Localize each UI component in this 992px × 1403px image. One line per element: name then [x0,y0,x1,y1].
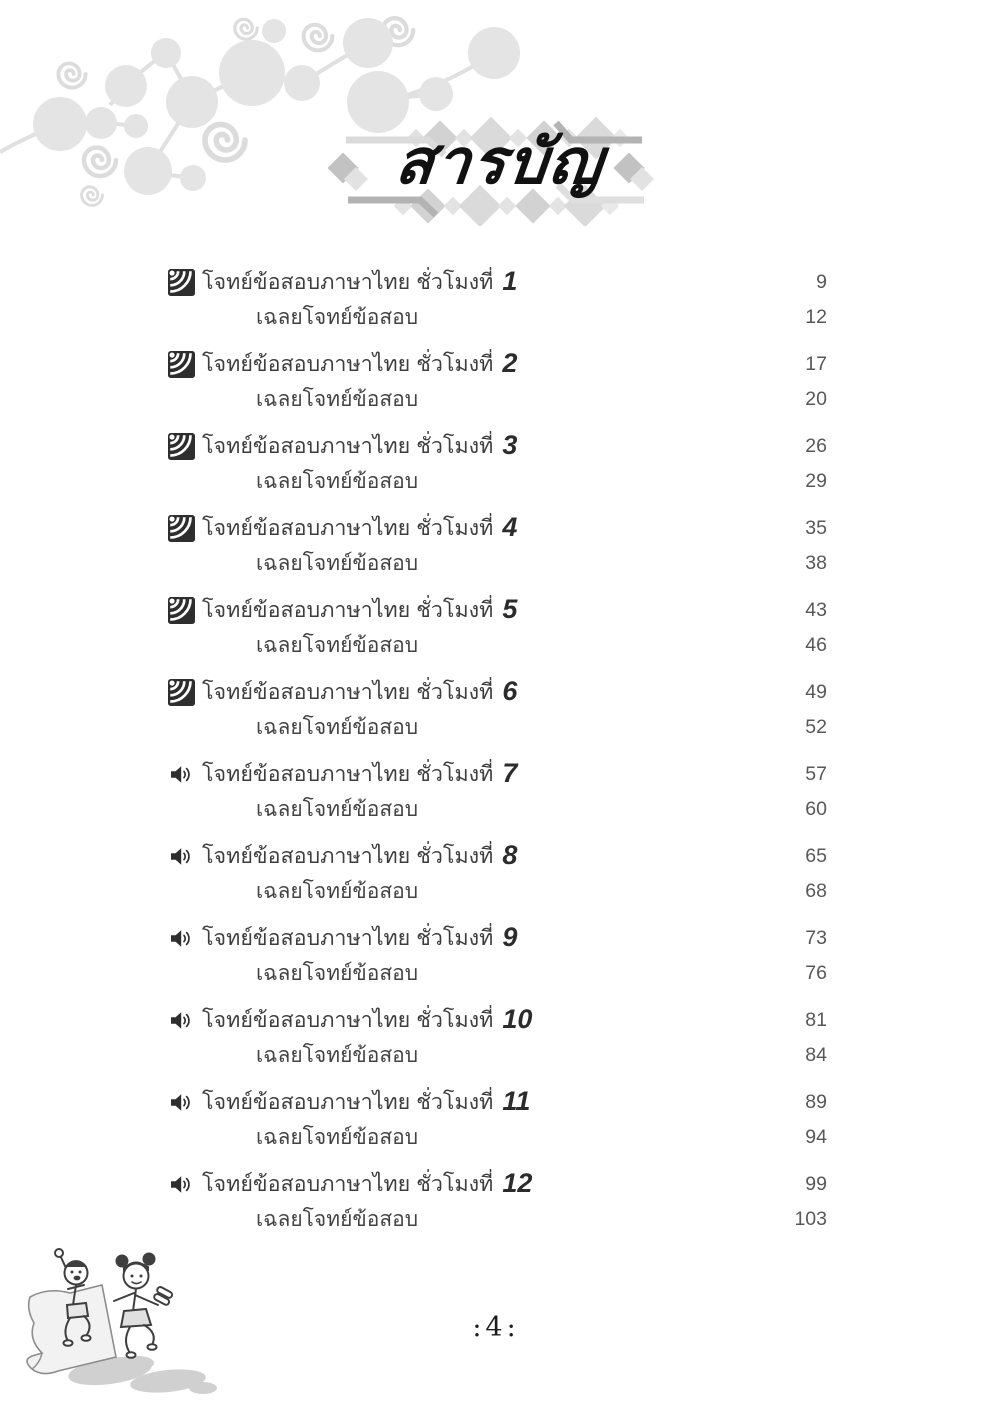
speaker-icon [171,765,192,784]
entry-icon [167,350,195,378]
entry-number: 5 [502,593,518,624]
toc-entry [167,756,827,838]
toc-entry [167,838,827,920]
toc-entry-answer [167,1039,827,1071]
entry-icon [167,1006,195,1034]
answer-label: เฉลยโจทย์ข้อสอบ [256,1125,419,1149]
toc-entry-answer [167,1203,827,1235]
toc-entry [167,674,827,756]
signal-icon [168,597,195,624]
answer-label: เฉลยโจทย์ข้อสอบ [256,387,419,411]
entry-number: 9 [502,921,518,952]
signal-icon [168,679,195,706]
title-block [328,110,672,226]
entry-number: 11 [502,1085,531,1116]
speaker-icon [171,929,192,948]
toc-entry-answer [167,301,827,333]
speaker-icon [171,1175,192,1194]
answer-page: 60 [805,797,827,820]
toc-entry-answer [167,465,827,497]
toc-entry [167,1002,827,1084]
entry-title: โจทย์ข้อสอบภาษาไทย ชั่วโมงที่ [202,516,494,540]
toc-entry-main [167,346,827,382]
answer-page: 38 [805,551,827,574]
page-title: สารบัญ [392,125,608,198]
toc-entry-main [167,264,827,300]
toc-entry-main [167,756,827,792]
toc-entry-main [167,920,827,956]
toc-entry-main [167,674,827,710]
toc-entry-answer [167,383,827,415]
entry-icon [167,760,195,788]
entry-icon [167,678,195,706]
toc-entry-answer [167,629,827,661]
toc-entry-answer [167,957,827,989]
entry-number: 2 [502,347,518,378]
entry-icon [167,514,195,542]
answer-label: เฉลยโจทย์ข้อสอบ [256,469,419,493]
footer-page-number: :4: [472,1312,520,1343]
toc-entry [167,1166,827,1248]
answer-label: เฉลยโจทย์ข้อสอบ [256,305,419,329]
entry-title: โจทย์ข้อสอบภาษาไทย ชั่วโมงที่ [202,926,494,950]
entry-page: 99 [805,1172,827,1195]
entry-title: โจทย์ข้อสอบภาษาไทย ชั่วโมงที่ [202,270,494,294]
toc-entry [167,428,827,510]
answer-label: เฉลยโจทย์ข้อสอบ [256,797,419,821]
answer-page: 12 [805,305,827,328]
answer-label: เฉลยโจทย์ข้อสอบ [256,633,419,657]
signal-icon [168,515,195,542]
toc-entry-main [167,592,827,628]
entry-page: 81 [805,1008,827,1031]
entry-number: 4 [502,511,518,542]
entry-number: 8 [502,839,518,870]
answer-page: 29 [805,469,827,492]
entry-page: 9 [816,270,827,293]
toc-entry [167,1084,827,1166]
answer-label: เฉลยโจทย์ข้อสอบ [256,715,419,739]
toc-entry-main [167,1002,827,1038]
toc-entry-answer [167,875,827,907]
answer-label: เฉลยโจทย์ข้อสอบ [256,1207,419,1231]
entry-title: โจทย์ข้อสอบภาษาไทย ชั่วโมงที่ [202,352,494,376]
entry-page: 35 [805,516,827,539]
entry-title: โจทย์ข้อสอบภาษาไทย ชั่วโมงที่ [202,762,494,786]
answer-label: เฉลยโจทย์ข้อสอบ [256,961,419,985]
entry-icon [167,1088,195,1116]
toc-entry-answer [167,547,827,579]
speaker-icon [171,1011,192,1030]
entry-icon [167,842,195,870]
entry-page: 65 [805,844,827,867]
toc-entry-main [167,838,827,874]
answer-page: 94 [805,1125,827,1148]
answer-page: 68 [805,879,827,902]
toc-entry [167,920,827,1002]
entry-title: โจทย์ข้อสอบภาษาไทย ชั่วโมงที่ [202,1008,494,1032]
entry-page: 89 [805,1090,827,1113]
answer-page: 84 [805,1043,827,1066]
toc-entry [167,346,827,428]
entry-number: 7 [502,757,518,788]
entry-page: 57 [805,762,827,785]
answer-page: 103 [794,1207,827,1230]
entry-title: โจทย์ข้อสอบภาษาไทย ชั่วโมงที่ [202,598,494,622]
signal-icon [168,433,195,460]
entry-page: 73 [805,926,827,949]
entry-number: 1 [502,265,518,296]
signal-icon [168,269,195,296]
answer-page: 76 [805,961,827,984]
answer-page: 52 [805,715,827,738]
signal-icon [168,351,195,378]
speaker-icon [171,847,192,866]
toc-entry-answer [167,1121,827,1153]
entry-icon [167,432,195,460]
toc-entry-main [167,1166,827,1202]
toc-entry [167,264,827,346]
entry-page: 26 [805,434,827,457]
entry-page: 43 [805,598,827,621]
entry-icon [167,268,195,296]
entry-number: 6 [502,675,518,706]
entry-title: โจทย์ข้อสอบภาษาไทย ชั่วโมงที่ [202,680,494,704]
answer-label: เฉลยโจทย์ข้อสอบ [256,1043,419,1067]
entry-number: 10 [502,1003,533,1034]
entry-icon [167,924,195,952]
entry-number: 12 [502,1167,533,1198]
answer-label: เฉลยโจทย์ข้อสอบ [256,551,419,575]
entry-icon [167,596,195,624]
toc-entry [167,510,827,592]
entry-icon [167,1170,195,1198]
entry-number: 3 [502,429,518,460]
toc-entry-main [167,510,827,546]
speaker-icon [171,1093,192,1112]
toc-entry-main [167,428,827,464]
answer-label: เฉลยโจทย์ข้อสอบ [256,879,419,903]
toc-entry-answer [167,793,827,825]
entry-page: 49 [805,680,827,703]
entry-title: โจทย์ข้อสอบภาษาไทย ชั่วโมงที่ [202,1172,494,1196]
answer-page: 20 [805,387,827,410]
toc-list [167,264,827,1248]
entry-title: โจทย์ข้อสอบภาษาไทย ชั่วโมงที่ [202,844,494,868]
toc-entry-main [167,1084,827,1120]
answer-page: 46 [805,633,827,656]
entry-title: โจทย์ข้อสอบภาษาไทย ชั่วโมงที่ [202,1090,494,1114]
toc-entry-answer [167,711,827,743]
toc-entry [167,592,827,674]
entry-page: 17 [805,352,827,375]
entry-title: โจทย์ข้อสอบภาษาไทย ชั่วโมงที่ [202,434,494,458]
